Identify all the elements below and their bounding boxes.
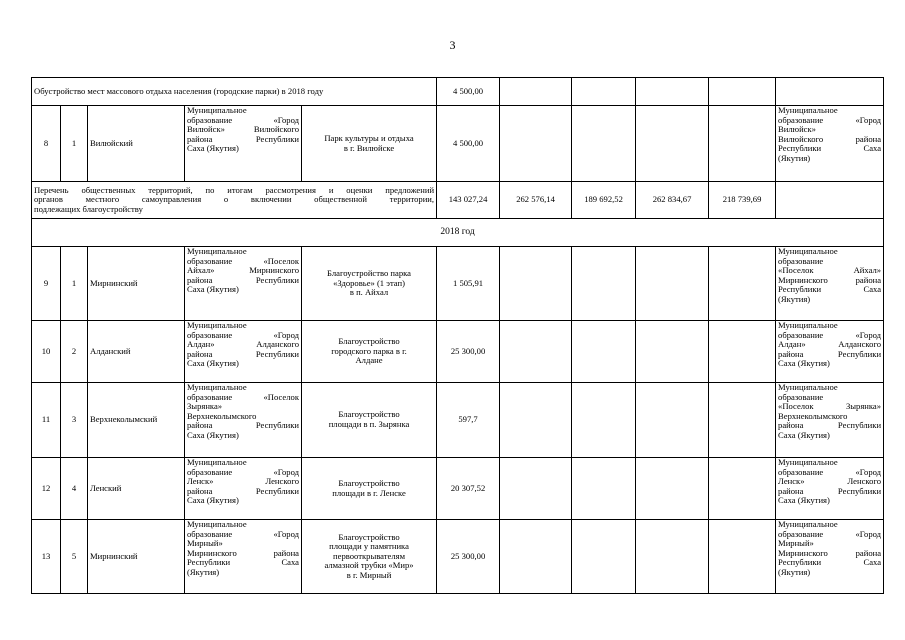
district-cell: Верхнеколымский [88,383,185,458]
section-sum: 4 500,00 [437,78,500,106]
row-number: 12 [32,458,61,520]
object-cell: Благоустройство городского парка в г. Алдане [302,321,437,383]
year-header-row [32,219,884,247]
responsible-cell: Муниципальное образование «Поселок Айхал» Мирнинского района Республики Саха (Якутия) [776,247,884,321]
row-subnumber: 3 [61,383,88,458]
row-subnumber: 1 [61,106,88,182]
sum-cell: 25 300,00 [437,321,500,383]
district-cell: Алданский [88,321,185,383]
row-number: 13 [32,520,61,594]
sum-cell: 20 307,52 [437,458,500,520]
page-number: 3 [449,38,456,52]
object-cell: Благоустройство площади у памятника первооткрывателям алмазной трубки «Мир» в г. Мирный [302,520,437,594]
territories-table [31,77,884,594]
summary-value: 262 576,14 [500,182,572,219]
responsible-cell: Муниципальное образование «Город Алдан» Алданского района Республики Саха (Якутия) [776,321,884,383]
municipality-cell: Муниципальное образование «Поселок Айхал» Мирнинского района Республики Саха (Якутия) [185,247,302,321]
district-cell: Мирнинский [88,520,185,594]
sum-cell: 25 300,00 [437,520,500,594]
sum-cell: 1 505,91 [437,247,500,321]
municipality-cell: Муниципальное образование «Поселок Зырянка» Верхнеколымского района Республики Саха (Якутия) [185,383,302,458]
row-subnumber: 5 [61,520,88,594]
row-subnumber: 1 [61,247,88,321]
responsible-cell: Муниципальное образование «Город Мирный» Мирнинского района Республики Саха (Якутия) [776,520,884,594]
table-row [32,520,884,594]
summary-text: Перечень общественных территорий, по итогам рассмотрения и оценки предложений органов местного самоуправления о включении общественной территории, подлежащих благоустройству [32,182,437,219]
table-row [32,458,884,520]
section-row [32,78,884,106]
district-cell: Вилюйский [88,106,185,182]
object-cell: Благоустройство площади в п. Зырянка [302,383,437,458]
year-header: 2018 год [32,219,884,247]
summary-value: 143 027,24 [437,182,500,219]
responsible-cell: Муниципальное образование «Поселок Зырянка» Верхнеколымского района Республики Саха (Якутия) [776,383,884,458]
row-number: 9 [32,247,61,321]
district-cell: Мирнинский [88,247,185,321]
responsible-cell: Муниципальное образование «Город Ленск» Ленского района Республики Саха (Якутия) [776,458,884,520]
row-number: 11 [32,383,61,458]
summary-row [32,182,884,219]
table-row [32,247,884,321]
district-cell: Ленский [88,458,185,520]
municipality-cell: Муниципальное образование «Город Алдан» Алданского района Республики Саха (Якутия) [185,321,302,383]
row-subnumber: 4 [61,458,88,520]
table-row [32,383,884,458]
summary-value: 262 834,67 [636,182,709,219]
table-row [32,321,884,383]
municipality-cell: Муниципальное образование «Город Вилюйск» Вилюйского района Республики Саха (Якутия) [185,106,302,182]
object-cell: Благоустройство площади в г. Ленске [302,458,437,520]
responsible-cell: Муниципальное образование «Город Вилюйск» Вилюйского района Республики Саха (Якутия) [776,106,884,182]
municipality-cell: Муниципальное образование «Город Ленск» Ленского района Республики Саха (Якутия) [185,458,302,520]
row-number: 10 [32,321,61,383]
table-row [32,106,884,182]
summary-value: 189 692,52 [572,182,636,219]
sum-cell: 4 500,00 [437,106,500,182]
row-number: 8 [32,106,61,182]
summary-value: 218 739,69 [709,182,776,219]
municipality-cell: Муниципальное образование «Город Мирный» Мирнинского района Республики Саха (Якутия) [185,520,302,594]
object-cell: Парк культуры и отдыха в г. Вилюйске [302,106,437,182]
object-cell: Благоустройство парка «Здоровье» (1 этап) в п. Айхал [302,247,437,321]
row-subnumber: 2 [61,321,88,383]
section-title: Обустройство мест массового отдыха населения (городские парки) в 2018 году [32,78,437,106]
sum-cell: 597,7 [437,383,500,458]
